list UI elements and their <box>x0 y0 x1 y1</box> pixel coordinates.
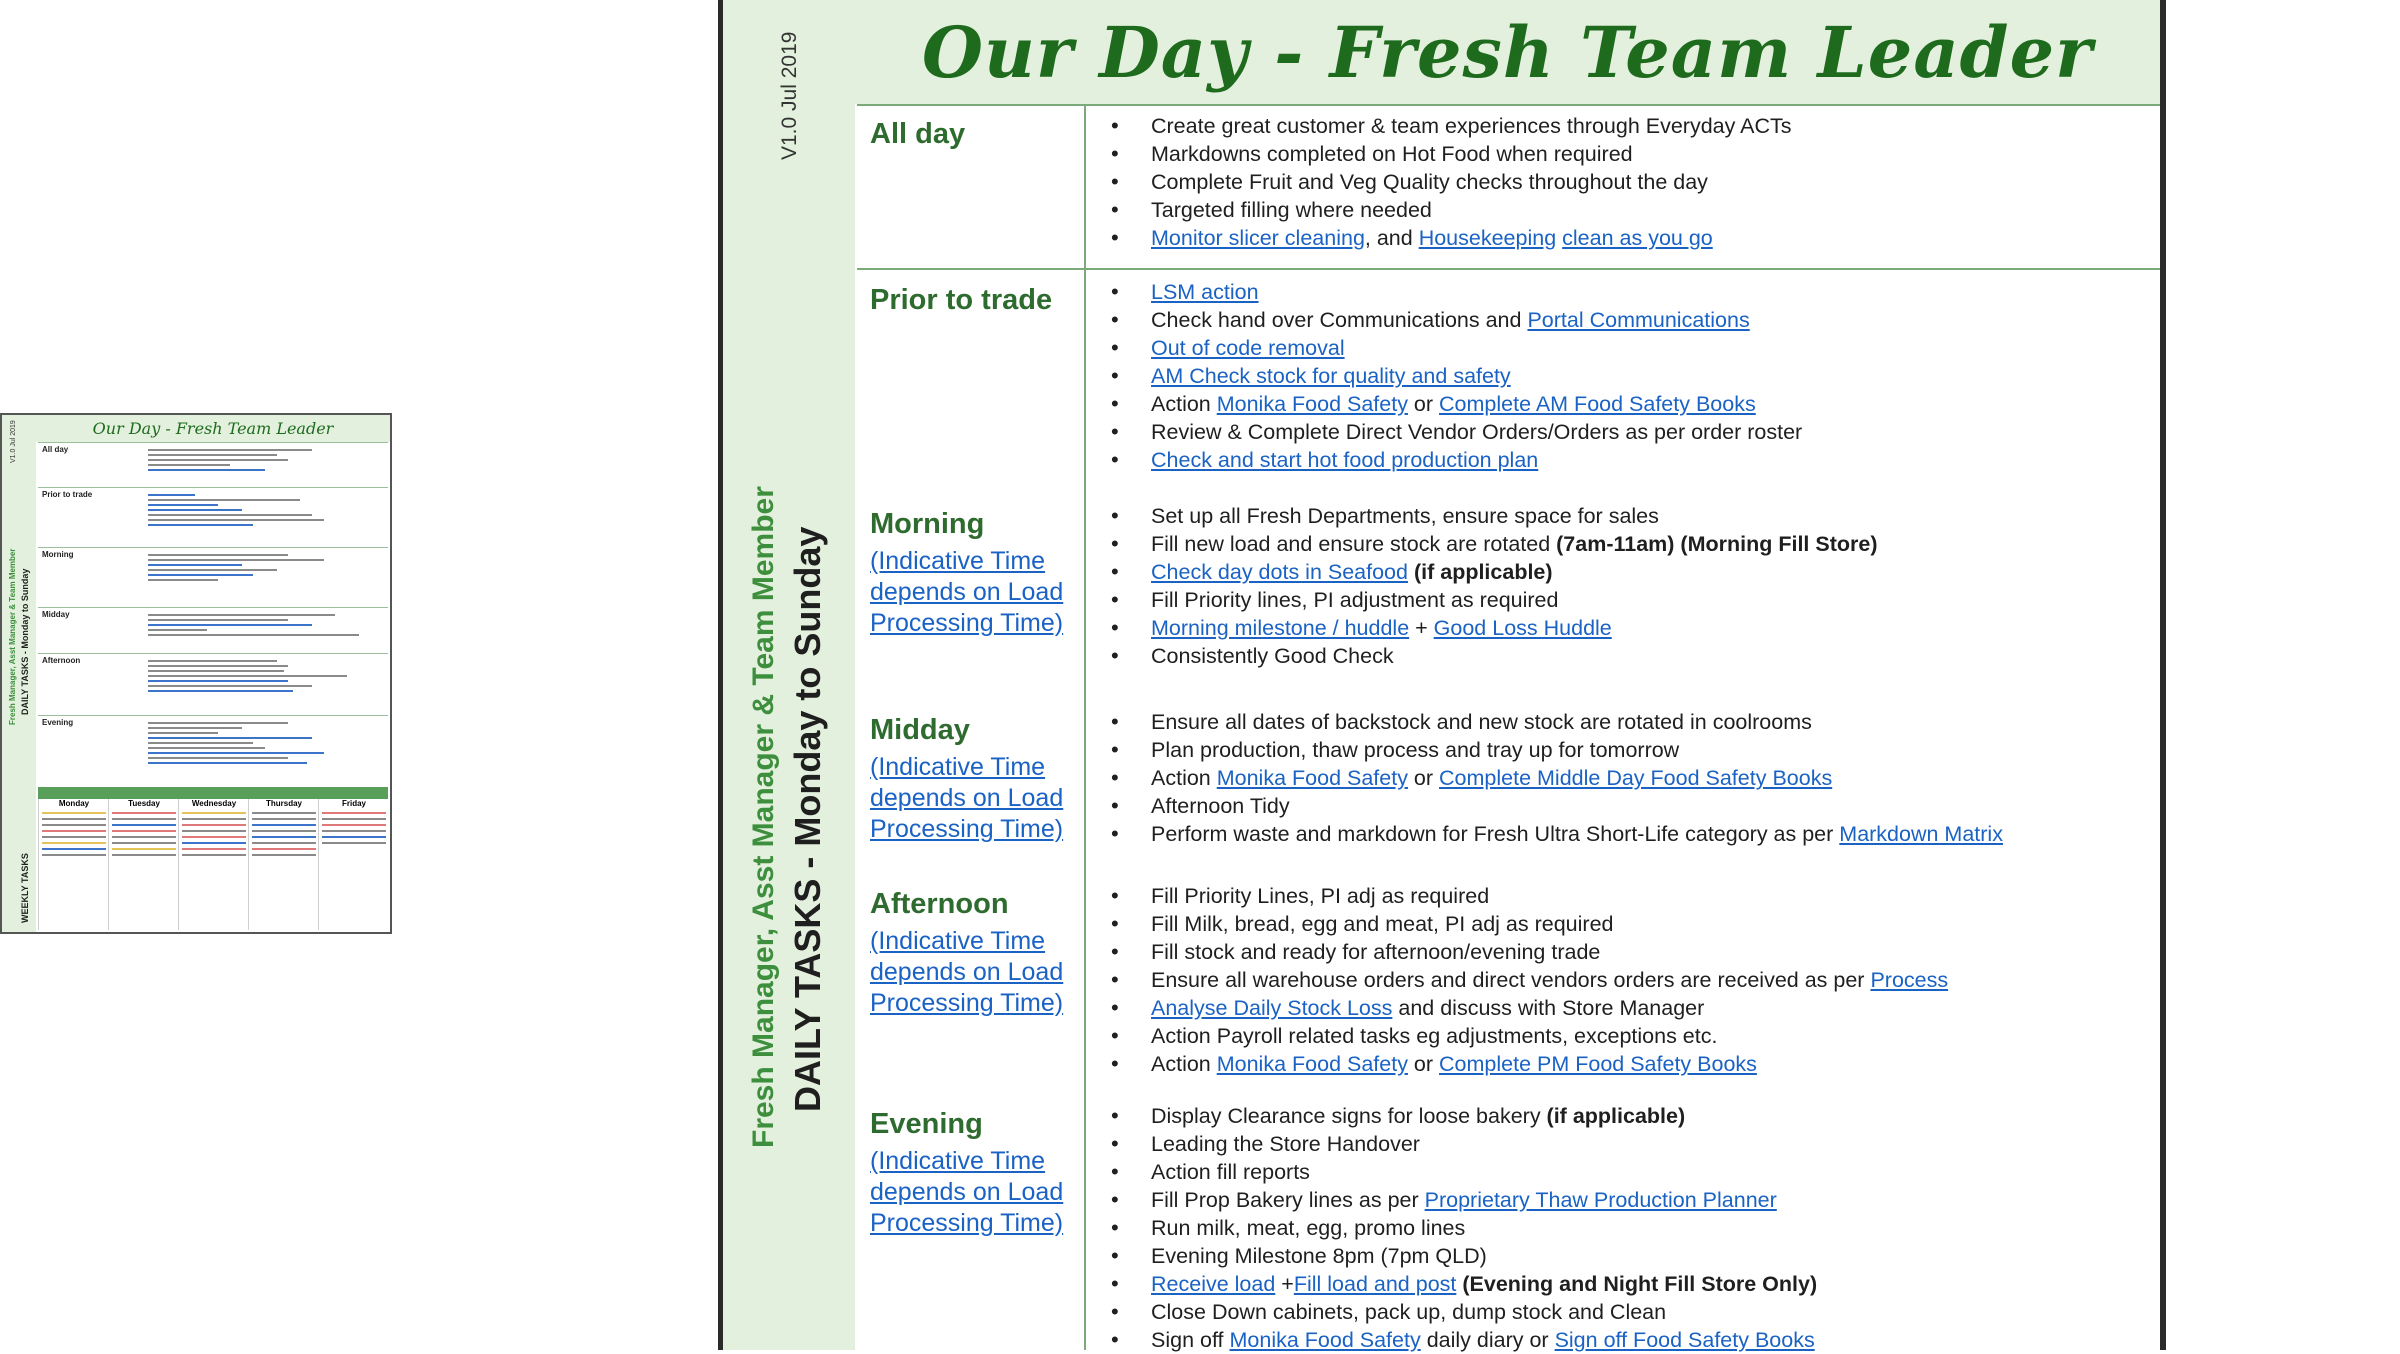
task-item <box>1095 112 2150 140</box>
task-text: Set up all Fresh Departments, ensure space for sales <box>1151 504 1659 528</box>
section-label <box>870 886 1075 1019</box>
task-item <box>1095 820 2150 848</box>
task-item <box>1095 1270 2150 1298</box>
section-name: Afternoon <box>870 888 1009 920</box>
task-link[interactable]: AM Check stock for quality and safety <box>1151 364 1511 388</box>
task-note: (if applicable) <box>1413 560 1553 584</box>
task-item <box>1095 334 2150 362</box>
section-name: Midday <box>870 714 970 746</box>
task-item <box>1095 882 2150 910</box>
thumbnail-section <box>38 653 388 716</box>
section-label <box>870 116 1075 152</box>
daily-tasks-label: DAILY TASKS - Monday to Sunday <box>787 526 828 1112</box>
task-link[interactable]: LSM action <box>1151 280 1259 304</box>
thumbnail-lines <box>148 491 382 529</box>
thumbnail-version: V1.0 Jul 2019 <box>10 420 17 463</box>
task-item <box>1095 1186 2150 1214</box>
thumbnail-section-label: Evening <box>42 718 74 727</box>
document-page <box>718 0 2166 1350</box>
section-name: Morning <box>870 508 985 540</box>
thumbnail-daily-label: DAILY TASKS - Monday to Sunday <box>20 568 30 715</box>
row-divider <box>857 268 2160 270</box>
task-item <box>1095 224 2150 252</box>
task-item <box>1095 168 2150 196</box>
task-item <box>1095 530 2150 558</box>
thumbnail-section-label: Afternoon <box>42 656 81 665</box>
task-link[interactable]: Good Loss Huddle <box>1433 616 1612 640</box>
task-text: Fill Priority lines, PI adjustment as required <box>1151 588 1559 612</box>
task-item <box>1095 1298 2150 1326</box>
thumbnail-day-label: Monday <box>58 799 90 808</box>
version-label: V1.0 Jul 2019 <box>778 31 801 160</box>
task-item <box>1095 446 2150 474</box>
thumbnail-day-column <box>248 799 319 930</box>
task-text: Complete Fruit and Veg Quality checks throughout the day <box>1151 170 1708 194</box>
task-link[interactable]: Out of code removal <box>1151 336 1345 360</box>
section-label <box>870 1106 1075 1239</box>
task-item <box>1095 418 2150 446</box>
task-link[interactable]: Complete PM Food Safety Books <box>1439 1052 1757 1076</box>
section-label <box>870 506 1075 639</box>
task-list <box>1095 112 2150 252</box>
task-text: Review & Complete Direct Vendor Orders/Orders as per order roster <box>1151 420 1803 444</box>
task-item <box>1095 306 2150 334</box>
task-text: Markdowns completed on Hot Food when required <box>1151 142 1633 166</box>
task-text: Plan production, thaw process and tray up for tomorrow <box>1151 738 1680 762</box>
task-link[interactable]: Monika Food Safety <box>1229 1328 1421 1352</box>
thumbnail-day-column <box>178 799 249 930</box>
task-text: Action <box>1151 1052 1217 1076</box>
task-link[interactable]: Check and start hot food production plan <box>1151 448 1539 472</box>
task-text: Perform waste and markdown for Fresh Ultra Short-Life category as per <box>1151 822 1840 846</box>
task-item <box>1095 1158 2150 1186</box>
thumbnail-section-label: Morning <box>42 550 74 559</box>
thumbnail-weekly-grid <box>38 799 388 930</box>
task-note: (7am-11am) (Morning Fill Store) <box>1556 532 1878 556</box>
thumbnail-day-label: Tuesday <box>128 799 160 808</box>
thumbnail-day-label: Wednesday <box>191 799 237 808</box>
task-item <box>1095 278 2150 306</box>
section-label <box>870 712 1075 845</box>
thumbnail-day-column <box>318 799 389 930</box>
indicative-time-link[interactable]: (Indicative Time depends on Load Processing Time) <box>870 547 1064 637</box>
task-link[interactable]: Process <box>1870 968 1949 992</box>
task-item <box>1095 938 2150 966</box>
task-item <box>1095 764 2150 792</box>
task-item <box>1095 1022 2150 1050</box>
task-link[interactable]: Monika Food Safety <box>1216 392 1408 416</box>
task-link[interactable]: Monika Food Safety <box>1216 1052 1408 1076</box>
task-item <box>1095 362 2150 390</box>
task-link[interactable]: Proprietary Thaw Production Planner <box>1424 1188 1777 1212</box>
task-item <box>1095 502 2150 530</box>
task-text: Leading the Store Handover <box>1151 1132 1420 1156</box>
thumbnail-day-column <box>38 799 109 930</box>
task-link[interactable]: Monika Food Safety <box>1216 766 1408 790</box>
task-item <box>1095 966 2150 994</box>
thumbnail-weekly-banner <box>38 787 388 799</box>
task-text: Fill Priority Lines, PI adj as required <box>1151 884 1490 908</box>
task-item <box>1095 910 2150 938</box>
task-link[interactable]: Complete AM Food Safety Books <box>1439 392 1756 416</box>
document-header <box>855 0 2160 104</box>
page-title: Our Day - Fresh Team Leader <box>921 11 2094 94</box>
task-link[interactable]: Receive load <box>1151 1272 1276 1296</box>
task-text: Sign off <box>1151 1328 1230 1352</box>
thumbnail-day-column <box>108 799 179 930</box>
indicative-time-link[interactable]: (Indicative Time depends on Load Processing Time) <box>870 753 1064 843</box>
task-link[interactable]: Monitor slicer cleaning <box>1151 226 1365 250</box>
task-text: Ensure all dates of backstock and new stock are rotated in coolrooms <box>1151 710 1812 734</box>
task-item <box>1095 736 2150 764</box>
page-thumbnail[interactable] <box>0 413 392 934</box>
indicative-time-link[interactable]: (Indicative Time depends on Load Processing Time) <box>870 1147 1064 1237</box>
task-text: Fill Prop Bakery lines as per <box>1151 1188 1425 1212</box>
task-list <box>1095 502 2150 670</box>
thumbnail-lines <box>148 551 382 584</box>
thumbnail-roles-label: Fresh Manager, Asst Manager & Team Member <box>8 548 17 725</box>
thumbnail-lines <box>148 719 382 767</box>
task-item <box>1095 792 2150 820</box>
task-item <box>1095 140 2150 168</box>
task-text: Action fill reports <box>1151 1160 1310 1184</box>
task-text: Evening Milestone 8pm (7pm QLD) <box>1151 1244 1487 1268</box>
thumbnail-section <box>38 547 388 608</box>
task-link[interactable]: Portal Communications <box>1527 308 1750 332</box>
thumbnail-section <box>38 487 388 548</box>
thumbnail-section-label: Prior to trade <box>42 490 93 499</box>
thumbnail-section-label: Midday <box>42 610 70 619</box>
section-name: All day <box>870 118 966 150</box>
task-item <box>1095 1130 2150 1158</box>
task-text: Action Payroll related tasks eg adjustments, exceptions etc. <box>1151 1024 1718 1048</box>
task-link[interactable]: Fill load and post <box>1293 1272 1457 1296</box>
section-name: Prior to trade <box>870 284 1053 316</box>
task-link[interactable]: Housekeeping <box>1418 226 1557 250</box>
task-item <box>1095 642 2150 670</box>
task-link[interactable]: Analyse Daily Stock Loss <box>1151 996 1393 1020</box>
thumbnail-title: Our Day - Fresh Team Leader <box>36 415 390 442</box>
task-text: or <box>1407 1052 1440 1076</box>
thumbnail-section <box>38 607 388 654</box>
task-text: Fill new load and ensure stock are rotated <box>1151 532 1557 556</box>
task-list <box>1095 882 2150 1078</box>
task-text: + <box>1409 616 1434 640</box>
task-note: (if applicable) <box>1546 1104 1686 1128</box>
task-link[interactable]: Complete Middle Day Food Safety Books <box>1439 766 1833 790</box>
thumbnail-section <box>38 715 388 788</box>
thumbnail-lines <box>148 657 382 695</box>
thumbnail-day-label: Friday <box>341 799 366 808</box>
task-text: Run milk, meat, egg, promo lines <box>1151 1216 1466 1240</box>
task-text: + <box>1275 1272 1294 1296</box>
column-divider <box>1084 104 1086 1350</box>
page-border-right <box>2160 0 2166 1350</box>
task-link[interactable]: Markdown Matrix <box>1839 822 2003 846</box>
task-link[interactable]: Check day dots in Seafood <box>1151 560 1408 584</box>
task-text: or <box>1407 766 1440 790</box>
task-item <box>1095 586 2150 614</box>
task-list <box>1095 278 2150 474</box>
task-table <box>857 104 2160 1350</box>
roles-label: Fresh Manager, Asst Manager & Team Member <box>747 486 780 1148</box>
thumbnail-day-label: Thursday <box>265 799 302 808</box>
side-banner <box>723 0 855 1350</box>
section-label <box>870 282 1075 318</box>
task-text: Close Down cabinets, pack up, dump stock and Clean <box>1151 1300 1667 1324</box>
task-item <box>1095 708 2150 736</box>
task-text: Action <box>1151 392 1217 416</box>
task-item <box>1095 614 2150 642</box>
row-divider <box>857 104 2160 106</box>
thumbnail-lines <box>148 446 382 474</box>
task-link[interactable]: Sign off Food Safety Books <box>1554 1328 1815 1352</box>
task-text: Ensure all warehouse orders and direct vendors orders are received as per <box>1151 968 1871 992</box>
task-item <box>1095 994 2150 1022</box>
task-text: Check hand over Communications and <box>1151 308 1528 332</box>
task-item <box>1095 1242 2150 1270</box>
task-link[interactable]: clean as you go <box>1562 226 1713 250</box>
task-text: Consistently Good Check <box>1151 644 1394 668</box>
task-text: , and <box>1364 226 1419 250</box>
task-text: Targeted filling where needed <box>1151 198 1432 222</box>
thumbnail-section <box>38 442 388 488</box>
task-text: and discuss with Store Manager <box>1392 996 1705 1020</box>
thumbnail-weekly-label: WEEKLY TASKS <box>20 853 30 923</box>
indicative-time-link[interactable]: (Indicative Time depends on Load Processing Time) <box>870 927 1064 1017</box>
task-text: or <box>1407 392 1440 416</box>
task-list <box>1095 1102 2150 1354</box>
task-item <box>1095 1214 2150 1242</box>
task-text: Fill Milk, bread, egg and meat, PI adj as required <box>1151 912 1614 936</box>
task-item <box>1095 1102 2150 1130</box>
task-item <box>1095 1050 2150 1078</box>
task-item <box>1095 558 2150 586</box>
task-text: Fill stock and ready for afternoon/evening trade <box>1151 940 1601 964</box>
thumbnail-lines <box>148 611 382 639</box>
task-item <box>1095 390 2150 418</box>
task-note: (Evening and Night Fill Store Only) <box>1462 1272 1818 1296</box>
thumbnail-section-label: All day <box>42 445 69 454</box>
task-list <box>1095 708 2150 848</box>
task-text: Display Clearance signs for loose bakery <box>1151 1104 1547 1128</box>
task-text: Afternoon Tidy <box>1151 794 1290 818</box>
task-link[interactable]: Morning milestone / huddle <box>1151 616 1410 640</box>
section-name: Evening <box>870 1108 983 1140</box>
task-text: Create great customer & team experiences through Everyday ACTs <box>1151 114 1792 138</box>
task-text: Action <box>1151 766 1217 790</box>
task-text: daily diary or <box>1420 1328 1555 1352</box>
task-item <box>1095 196 2150 224</box>
